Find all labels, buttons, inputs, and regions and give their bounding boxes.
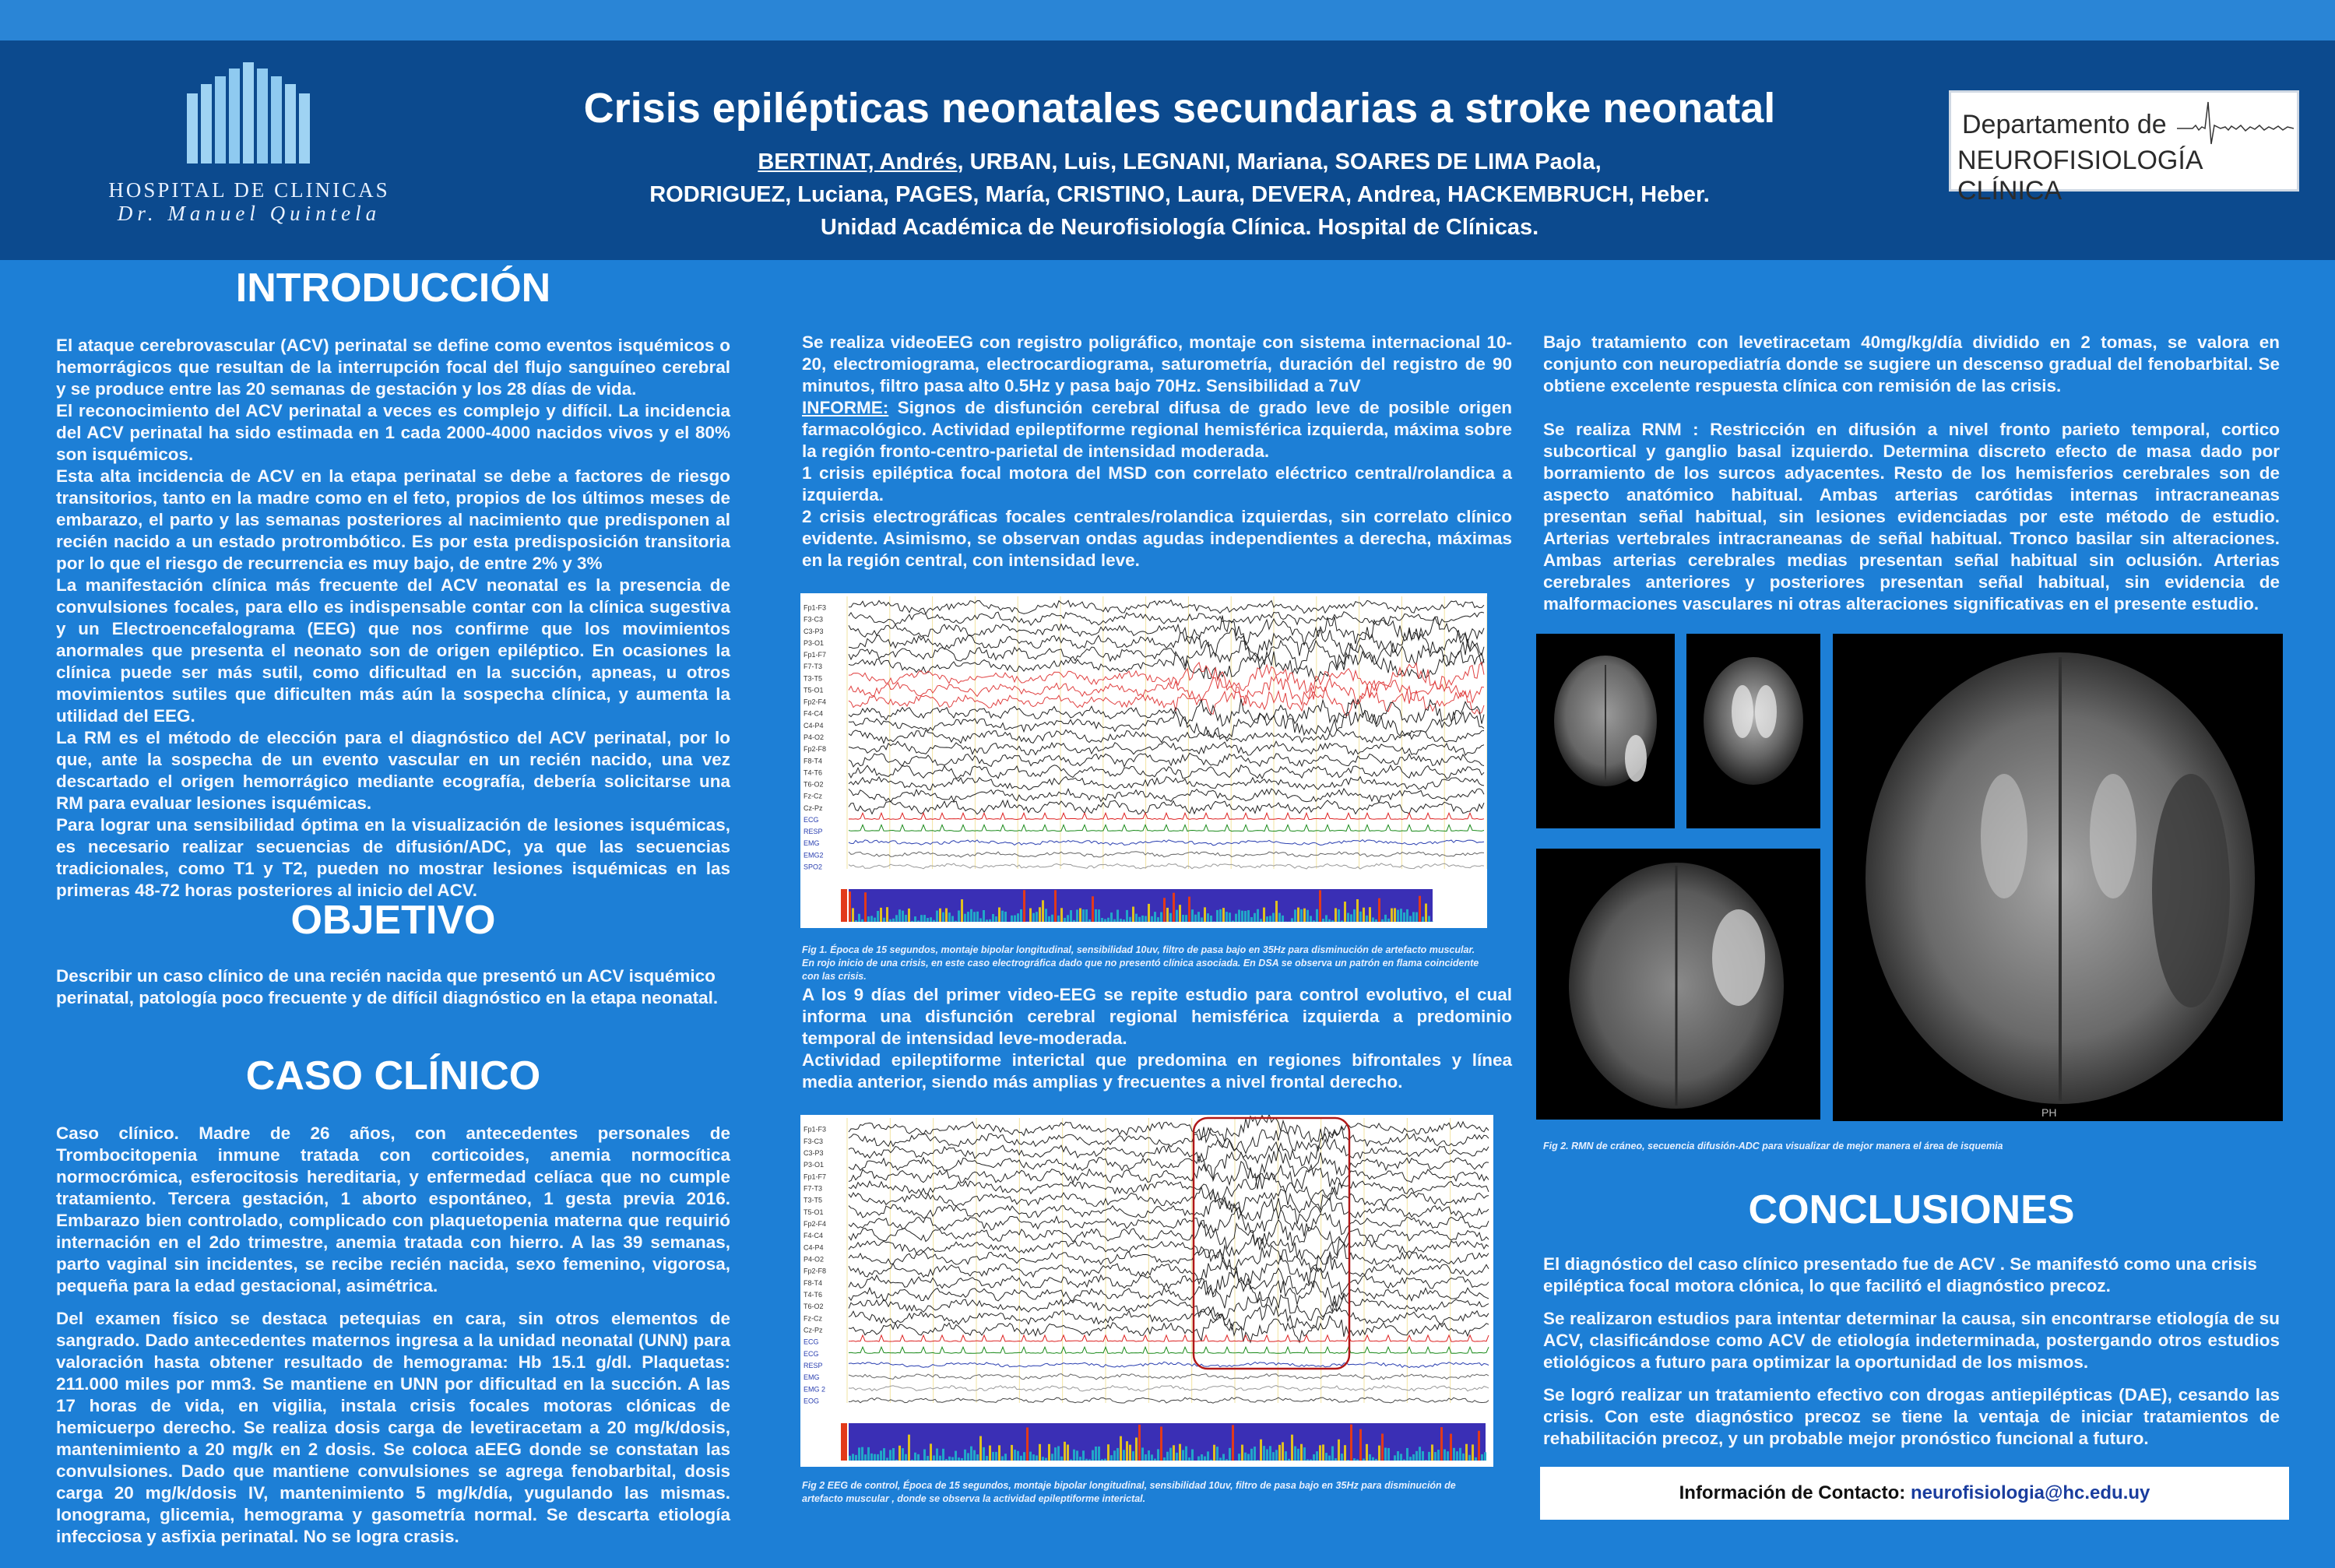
svg-text:F3-C3: F3-C3 bbox=[804, 615, 824, 624]
mri-caption: Fig 2. RMN de cráneo, secuencia difusión-ADC para visualizar de mejor manera el área de isquemia bbox=[1543, 1141, 2003, 1151]
svg-text:Cz-Pz: Cz-Pz bbox=[804, 803, 823, 812]
svg-text:SPO2: SPO2 bbox=[804, 863, 823, 871]
caso-paragraph: Caso clínico. Madre de 26 años, con antecedentes personales de Trombocitopenia inmune tratada con corticoides, anemia normocítica normocrómica, esferocitosis hereditaria, y enfermedad celíaca que no cumple tratamiento. Tercera gestación, 1 aborto espontáneo, 1 gesta previa 2016. Embarazo bien controlado, complicado con plaquetopenia materna que requirió internación en el 2do trimestre, anemia tratada con hierro. A las 39 semanas, parto vaginal sin incidentes, se recibe recién nacida, sexo femenino, vigorosa, pequeña para la edad gestacional, asimétrica. bbox=[56, 1123, 730, 1296]
mri-image-1 bbox=[1536, 634, 1675, 828]
fig1-caption: Fig 1. Época de 15 segundos, montaje bipolar longitudinal, sensibilidad 10uv, filtro de pasa bajo en 35Hz para disminución de artefacto muscular. En rojo inicio de una crisis, en este caso electrográfica dado que no presentó clínica asociada. En DSA se observa un patrón en flama coincidente con las crisis. bbox=[802, 944, 1479, 982]
svg-text:Fp1-F3: Fp1-F3 bbox=[804, 1125, 827, 1134]
svg-text:RESP: RESP bbox=[804, 1361, 823, 1369]
hospital-logo bbox=[86, 62, 413, 249]
intro-paragraph: Para lograr una sensibilidad óptima en la visualización de lesiones isquémicas, es necesario realizar secuencias de difusión/ADC, ya que las secuencias tradicionales, como T1 y T2, pueden no mostrar lesiones isquémicas en las primeras 48-72 horas posteriores al inicio del ACV. bbox=[56, 815, 730, 900]
top-strip bbox=[0, 0, 2335, 40]
column-middle-mid bbox=[802, 984, 1512, 1093]
authors-line1: , URBAN, Luis, LEGNANI, Mariana, SOARES DE LIMA Paola, bbox=[957, 149, 1602, 174]
introduccion-title: INTRODUCCIÓN bbox=[235, 265, 551, 311]
svg-text:EOG: EOG bbox=[804, 1397, 820, 1405]
svg-text:T3-T5: T3-T5 bbox=[804, 674, 823, 683]
fig2-caption: Fig 2 EEG de control, Época de 15 segundos, montaje bipolar longitudinal, sensibilidad 10uv, filtro de pasa bajo en 35Hz para disminución de artefacto muscular , donde se observa la actividad epileptiforme interictal. bbox=[802, 1480, 1456, 1504]
svg-text:EMG: EMG bbox=[804, 1373, 820, 1382]
svg-text:Fp1-F7: Fp1-F7 bbox=[804, 1172, 827, 1181]
mri-image-2 bbox=[1686, 634, 1820, 828]
logo-right-line1: Departamento de bbox=[1962, 110, 2167, 139]
logo-left-line2: Dr. Manuel Quintela bbox=[117, 201, 382, 225]
conclusion-1: El diagnóstico del caso clínico presentado fue de ACV . Se manifestó como una crisis epiléptica focal motora clónica, lo que facilitó el diagnóstico precoz. bbox=[1543, 1254, 2257, 1296]
interictal-paragraph: Actividad epileptiforme interictal que predomina en regiones bifrontales y línea media anterior, siendo más amplias y frecuentes a nivel frontal derecho. bbox=[802, 1050, 1512, 1092]
svg-text:C3-P3: C3-P3 bbox=[804, 627, 824, 635]
svg-text:EMG 2: EMG 2 bbox=[804, 1385, 826, 1394]
svg-text:P3-O1: P3-O1 bbox=[804, 638, 825, 647]
svg-text:C4-P4: C4-P4 bbox=[804, 721, 824, 730]
authors-block bbox=[467, 146, 1892, 244]
svg-text:EMG: EMG bbox=[804, 839, 820, 848]
videoeeg-paragraph: Se realiza videoEEG con registro poligráfico, montaje con sistema internacional 10-20, electromiograma, electrocardiograma, saturometría, duración del registro de 90 minutos, filtro pasa alto 0.5Hz y pasa bajo 70Hz. Sensibilidad a 7uV bbox=[802, 332, 1512, 396]
department-logo bbox=[1949, 90, 2299, 206]
poster-title: Crisis epilépticas neonatales secundarias a stroke neonatal bbox=[583, 85, 1776, 132]
svg-text:Fp1-F3: Fp1-F3 bbox=[804, 603, 827, 612]
conclusion-2: Se realizaron estudios para intentar determinar la causa, sin encontrarse etiología de su ACV, clasificándose como ACV de etiología indeterminada, postergando otros estudios etiológicos a futuro para optimizar la oportunidad de los mismos. bbox=[1543, 1309, 2280, 1372]
conclusion-3: Se logró realizar un tratamiento efectivo con drogas antiepilépticas (DAE), cesando las crisis. Con este diagnóstico precoz se tiene la ventaja de iniciar tratamientos de rehabilitación precoz, y un probable mejor pronóstico funcional a futuro. bbox=[1543, 1385, 2280, 1448]
svg-text:T5-O1: T5-O1 bbox=[804, 1208, 824, 1216]
svg-text:ECG: ECG bbox=[804, 1338, 819, 1346]
svg-text:F8-T4: F8-T4 bbox=[804, 1278, 823, 1287]
svg-text:F8-T4: F8-T4 bbox=[804, 757, 823, 765]
svg-text:C3-P3: C3-P3 bbox=[804, 1148, 824, 1157]
objetivo-text: Describir un caso clínico de una recién nacida que presentó un ACV isquémico perinatal, patología poco frecuente y de difícil diagnóstico en la etapa neonatal. bbox=[56, 966, 719, 1007]
svg-text:T5-O1: T5-O1 bbox=[804, 686, 824, 694]
svg-text:F4-C4: F4-C4 bbox=[804, 709, 824, 718]
column-middle bbox=[802, 332, 1512, 571]
svg-text:F7-T3: F7-T3 bbox=[804, 663, 823, 671]
eeg-trace-1 bbox=[800, 593, 1487, 928]
svg-text:Fp2-F8: Fp2-F8 bbox=[804, 1267, 827, 1275]
poster-header bbox=[0, 40, 2335, 260]
svg-text:C4-P4: C4-P4 bbox=[804, 1243, 824, 1252]
rnm-paragraph: Se realiza RNM : Restricción en difusión a nivel fronto parieto temporal, cortico subcortical y ganglio basal izquierdo. Determina discreto efecto de masa dado por borramiento de los surcos adyacentes. Resto de los hemisferios cerebrales son de aspecto anatómico habitual. Ambas arterias carótidas internas intracraneanas presentan señal habitual, sin lesiones evidenciadas por este método de estudio. Arterias vertebrales intracraneanas de señal habitual. Tronco basilar sin alteraciones. Ambas arterias cerebrales medias presentan señal habitual sin oclusión. Arterias cerebrales anteriores y posteriores presentan señal habitual, sin evidencia de malformaciones vasculares ni otras alteraciones significativas en el presente estudio. bbox=[1543, 420, 2280, 613]
svg-text:Fz-Cz: Fz-Cz bbox=[804, 1314, 822, 1323]
svg-text:F7-T3: F7-T3 bbox=[804, 1184, 823, 1193]
conclusiones-section bbox=[1543, 1185, 2280, 1450]
mri-image-4 bbox=[1833, 634, 2283, 1121]
svg-text:Fp2-F4: Fp2-F4 bbox=[804, 1219, 827, 1228]
conclusiones-title: CONCLUSIONES bbox=[1748, 1187, 2075, 1232]
intro-paragraph: El reconocimiento del ACV perinatal a veces es complejo y difícil. La incidencia del ACV perinatal ha sido estimada en 1 cada 2000-4000 nacidos vivos y el 80% son isquémicos. bbox=[56, 401, 730, 464]
svg-text:T6-O2: T6-O2 bbox=[804, 780, 824, 789]
objetivo-title: OBJETIVO bbox=[290, 898, 496, 943]
eeg-wave-icon bbox=[2177, 97, 2294, 147]
svg-text:Fp2-F8: Fp2-F8 bbox=[804, 745, 827, 754]
svg-text:F4-C4: F4-C4 bbox=[804, 1232, 824, 1240]
crisis-electrograficas-paragraph: 2 crisis electrográficas focales centrales/rolandica izquierdas, sin correlato clínico evidente. Asimismo, se observan ondas agudas independientes a derecha, máximas en la región central, con intensidad leve. bbox=[802, 507, 1512, 570]
contact-box bbox=[1540, 1467, 2289, 1520]
control-paragraph: A los 9 días del primer video-EEG se repite estudio para control evolutivo, el cual informa una disfunción cerebral regional hemisférica izquierda a predominio temporal de intensidad leve-moderada. bbox=[802, 985, 1512, 1048]
informe-label: INFORME: bbox=[802, 398, 889, 417]
svg-text:F3-C3: F3-C3 bbox=[804, 1137, 824, 1145]
svg-text:EMG2: EMG2 bbox=[804, 851, 824, 860]
logo-left-line1: HOSPITAL DE CLINICAS bbox=[108, 178, 390, 202]
svg-text:Cz-Pz: Cz-Pz bbox=[804, 1326, 823, 1334]
svg-text:Fp1-F7: Fp1-F7 bbox=[804, 651, 827, 659]
contact-email[interactable]: neurofisiologia@hc.edu.uy bbox=[1910, 1482, 2150, 1503]
svg-text:ECG: ECG bbox=[804, 1349, 819, 1358]
contact-label: Información de Contacto: bbox=[1679, 1482, 1911, 1503]
svg-text:Fp2-F4: Fp2-F4 bbox=[804, 698, 827, 706]
authors-line2: RODRIGUEZ, Luciana, PAGES, María, CRISTINO, Laura, DEVERA, Andrea, HACKEMBRUCH, Heber. bbox=[649, 182, 1710, 207]
treatment-paragraph: Bajo tratamiento con levetiracetam 40mg/kg/día dividido en 2 tomas, se valora en conjunto con neuropediatría donde se sugiere un descenso gradual del fenobarbital. Se obtiene excelente respuesta clínica con remisión de las crisis. bbox=[1543, 332, 2280, 396]
column-right bbox=[1543, 332, 2280, 615]
hospital-logo-icon bbox=[187, 62, 311, 163]
svg-text:T6-O2: T6-O2 bbox=[804, 1303, 824, 1311]
mri-image-3 bbox=[1536, 849, 1820, 1120]
svg-text:Fz-Cz: Fz-Cz bbox=[804, 792, 822, 800]
svg-text:ECG: ECG bbox=[804, 815, 819, 824]
caso-paragraph: Del examen físico se destaca petequias en cara, sin otros elementos de sangrado. Dado antecedentes maternos ingresa a la unidad neonatal (UNN) para valoración hasta obtener resultado de hemograma: Hb 15.1 g/dl. Plaquetas: 211.000 miles por mm3. Se mantiene en UNN por dificultad en la succión. A las 17 horas de vida, en vigilia, instala crisis focales motoras clónicas de hemicuerpo derecho. Se realiza dosis carga de levetiracetam a 20 mg/k/dosis, mantenimiento a 20 mg/k en 2 dosis. Se coloca aEEG donde se constatan las convulsiones. Dado que mantiene convulsiones se agrega fenobarbital, dosis carga 20 mg/k/dosis IV, mantenimiento 5 mg/k/día, yugulando las mismas. Ionograma, glicemia, hemograma y gasometría normal. Se descarta etiología infecciosa y asfixia perinatal. No se logra crasis. bbox=[56, 1309, 730, 1546]
column-left bbox=[56, 263, 730, 902]
svg-text:P4-O2: P4-O2 bbox=[804, 733, 825, 741]
objetivo-section bbox=[56, 895, 730, 1009]
first-author: BERTINAT, Andrés bbox=[758, 149, 958, 174]
svg-text:RESP: RESP bbox=[804, 828, 823, 836]
eeg-trace-2 bbox=[800, 1115, 1493, 1467]
caso-title: CASO CLÍNICO bbox=[245, 1053, 541, 1099]
svg-text:T3-T5: T3-T5 bbox=[804, 1196, 823, 1204]
affiliation: Unidad Académica de Neurofisiología Clínica. Hospital de Clínicas. bbox=[820, 215, 1539, 240]
informe-text: Signos de disfunción cerebral difusa de grado leve de posible origen farmacológico. Actividad epileptiforme regional hemisférica izquierda, máxima sobre la región fronto-centro-parietal de intensidad moderada. bbox=[802, 398, 1512, 461]
logo-right-line2: NEUROFISIOLOGÍA CLÍNICA bbox=[1957, 146, 2202, 206]
svg-text:T4-T6: T4-T6 bbox=[804, 768, 823, 777]
svg-text:T4-T6: T4-T6 bbox=[804, 1290, 823, 1299]
svg-text:P3-O1: P3-O1 bbox=[804, 1161, 825, 1169]
intro-paragraph: La manifestación clínica más frecuente del ACV neonatal es la presencia de convulsiones focales, para ello es indispensable contar con la clínica sugestiva y un Electroencefalograma (EEG) que nos confirme que los movimientos anormales que presenta el neonato son de origen epiléptico. En ocasiones la clínica puede ser más sutil, como dificultad en la succión, apneas, u otros movimientos sutiles que dificulten más aún la sospecha clínica, y aumenta la utilidad del EEG. bbox=[56, 575, 730, 726]
crisis-paragraph: 1 crisis epiléptica focal motora del MSD con correlato eléctrico central/rolandica a izquierda. bbox=[802, 463, 1512, 505]
eeg-figure-2 bbox=[800, 1115, 1493, 1467]
svg-text:P4-O2: P4-O2 bbox=[804, 1255, 825, 1264]
intro-paragraph: La RM es el método de elección para el diagnóstico del ACV perinatal, por lo que, ante la sospecha de un evento vascular en un recién nacido, una vez descartado el origen hemorrágico mediante ecografía, debería solicitarse una RM para evaluar lesiones isquémicas. bbox=[56, 728, 730, 813]
mri-label: PH bbox=[2041, 1106, 2057, 1119]
caso-section bbox=[56, 1051, 730, 1548]
intro-paragraph: Esta alta incidencia de ACV en la etapa perinatal se debe a factores de riesgo transitorios, tanto en la madre como en el feto, propios de los últimos meses de embarazo, el parto y las semanas posteriores al nacimiento que predisponen al recién nacido a un estado protrombótico. Es por esta predisposición transitoria por lo que el riesgo de recurrencia es muy bajo, de entre 2% y 3% bbox=[56, 466, 730, 573]
intro-paragraph: El ataque cerebrovascular (ACV) perinatal se define como eventos isquémicos o hemorrágicos que resultan de la interrupción focal del flujo sanguíneo cerebral y se produce entre las 20 semanas de gestación y los 28 días de vida. bbox=[56, 336, 730, 399]
eeg-figure-1 bbox=[800, 593, 1487, 928]
